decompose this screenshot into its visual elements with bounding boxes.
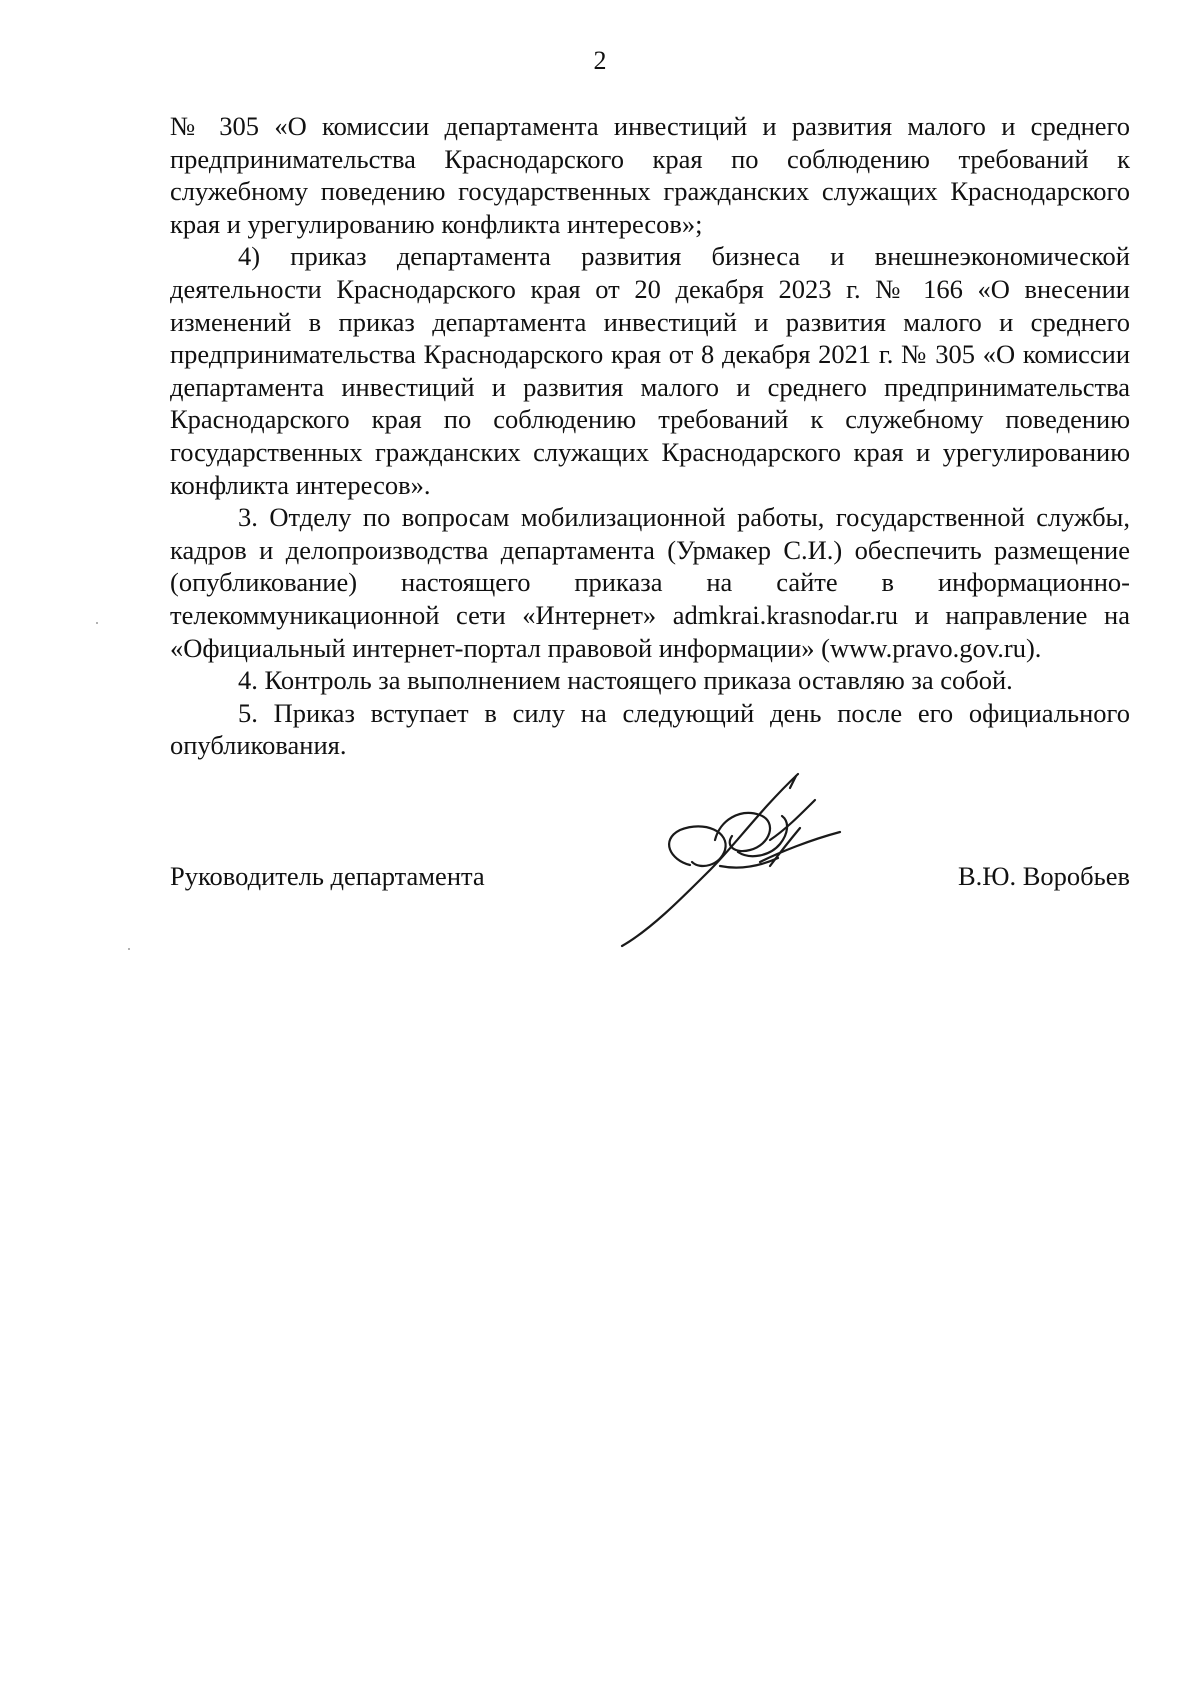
paragraph-item-4: 4) приказ департамента развития бизнеса и внешнеэкономической деятельности Краснодарского края от 20 декабря 2023 г. № 166 «О внесении изменений в приказ департамента инвестиций и развития малого и среднего предпринимательства Краснодарского края от 8 декабря 2021 г. № 305 «О комиссии департамента инвестиций и развития малого и среднего предпринимательства Краснодарского края по соблюдению требований к служебному поведению государственных гражданских служащих Краснодарского края и урегулированию конфликта интересов». [170, 241, 1130, 500]
scan-speck [128, 948, 130, 950]
signer-position: Руководитель департамента [170, 861, 485, 891]
scan-speck [96, 622, 98, 624]
paragraph-item-3-publication: 3. Отделу по вопросам мобилизационной работы, государственной службы, кадров и делопроизводства департамента (Урмакер С.И.) обеспечить размещение (опубликование) настоящего приказа на сайте в информационно-телекоммуникационной сети «Интернет» admkrai.krasnodar.ru и направление на «Официальный интернет-портал правовой информации» (www.pravo.gov.ru). [170, 502, 1130, 663]
paragraph-item-5-effective: 5. Приказ вступает в силу на следующий день после его официального опубликования. [170, 697, 1130, 761]
handwritten-signature-icon [620, 770, 860, 950]
page-number: 2 [593, 46, 607, 75]
document-body [170, 110, 1130, 762]
signer-name: В.Ю. Воробьев [957, 861, 1130, 891]
paragraph-item-4-control: 4. Контроль за выполнением настоящего приказа оставляю за собой. [238, 665, 1013, 696]
paragraph-continuation: № 305 «О комиссии департамента инвестиций и развития малого и среднего предпринимательства Краснодарского края по соблюдению требований к служебному поведению государственных гражданских служащих Краснодарского края и урегулированию конфликта интересов»; [170, 111, 1130, 239]
